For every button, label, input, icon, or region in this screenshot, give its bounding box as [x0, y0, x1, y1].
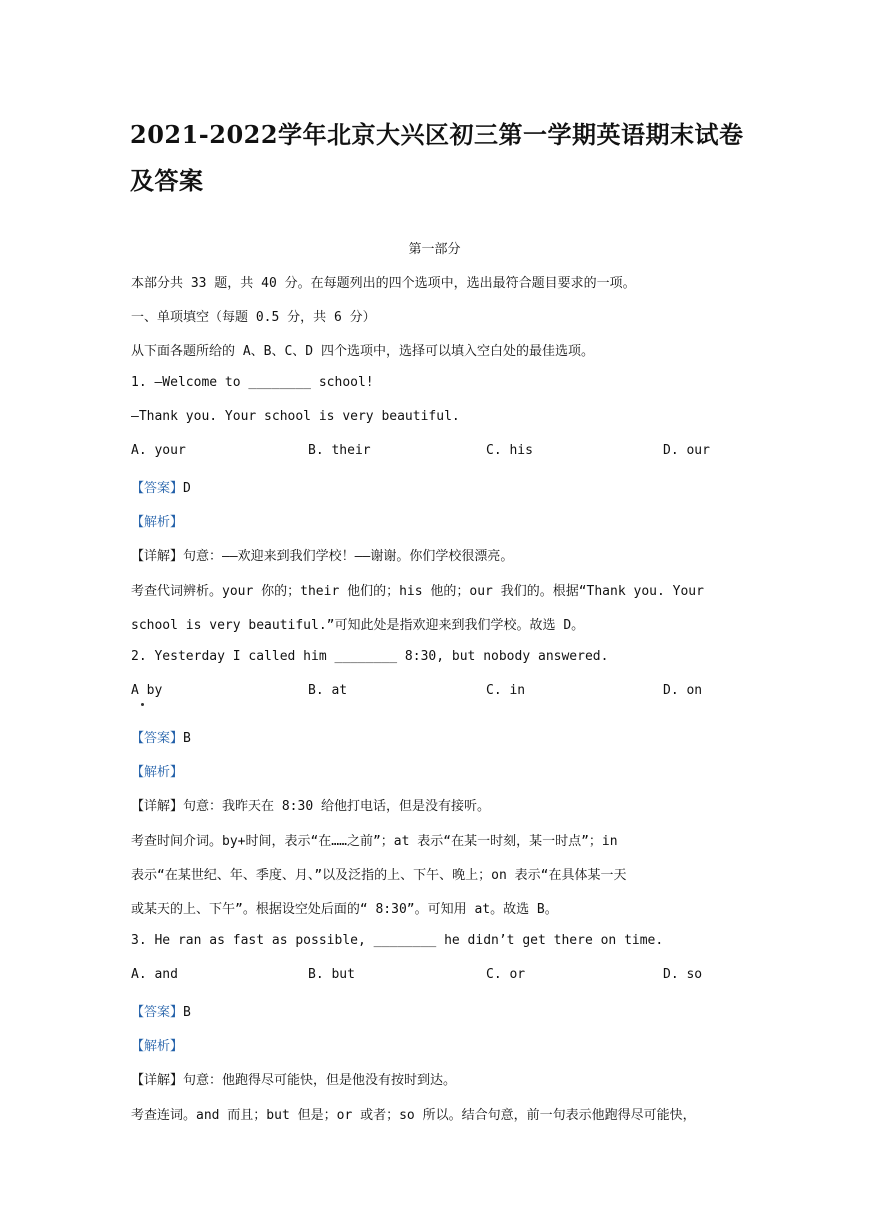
q1-analysis-tag: 【解析】	[131, 515, 184, 530]
q2-option-a: A by	[131, 683, 163, 698]
q1-option-b: B. their	[308, 443, 371, 458]
answer-tag: 【答案】	[131, 481, 184, 496]
q3-stem: 3. He ran as fast as possible, ________ he didn’t get there on time.	[131, 933, 664, 948]
q1-explanation-1: 考查代词辨析。your 你的；their 他们的；his 他的；our 我们的。根据“Thank you. Your	[131, 584, 704, 599]
stray-dot	[141, 703, 144, 706]
q3-answer-value: B	[183, 1005, 191, 1020]
answer-tag: 【答案】	[131, 1005, 184, 1020]
q2-explanation-2: 表示“在某世纪、年、季度、月、”以及泛指的上、下午、晚上；on 表示“在具体某一天	[131, 868, 627, 883]
q1-option-d: D. our	[663, 443, 710, 458]
q1-detail	[131, 545, 513, 564]
q1-stem-reply: —Thank you. Your school is very beautiful.	[131, 409, 460, 424]
q3-option-d: D. so	[663, 967, 703, 982]
q2-option-c: C. in	[486, 683, 526, 698]
q2-explanation-3: 或某天的上、下午”。根据设空处后面的“ 8:30”。可知用 at。故选 B。	[131, 902, 558, 917]
q2-detail-text: 句意：我昨天在 8:30 给他打电话，但是没有接听。	[183, 799, 490, 814]
q1-stem: 1. —Welcome to ________ school!	[131, 375, 374, 390]
part1-header: 一、单项填空（每题 0.5 分，共 6 分）	[131, 310, 376, 325]
q2-stem: 2. Yesterday I called him ________ 8:30, but nobody answered.	[131, 649, 609, 664]
q1-detail-text: 句意：——欢迎来到我们学校！——谢谢。你们学校很漂亮。	[183, 549, 514, 564]
detail-tag: 【详解】	[131, 799, 184, 814]
q1-answer	[131, 477, 191, 496]
q3-option-b: B. but	[308, 967, 355, 982]
q2-explanation-1: 考查时间介词。by+时间，表示“在……之前”；at 表示“在某一时刻，某一时点”；in	[131, 834, 618, 849]
detail-tag: 【详解】	[131, 1073, 184, 1088]
q3-answer	[131, 1001, 191, 1020]
q1-option-a: A. your	[131, 443, 186, 458]
q3-detail-text: 句意：他跑得尽可能快，但是他没有按时到达。	[183, 1073, 457, 1088]
q3-detail	[131, 1069, 456, 1088]
part1-instruction: 从下面各题所给的 A、B、C、D 四个选项中，选择可以填入空白处的最佳选项。	[131, 344, 594, 359]
document-title: 2021-2022学年北京大兴区初三第一学期英语期末试卷及答案	[130, 120, 744, 195]
q3-option-a: A. and	[131, 967, 178, 982]
q1-explanation-2: school is very beautiful.”可知此处是指欢迎来到我们学校。故选 D。	[131, 618, 585, 633]
q2-option-b: B. at	[308, 683, 348, 698]
q2-analysis-tag: 【解析】	[131, 765, 184, 780]
q2-answer	[131, 727, 191, 746]
q3-analysis-tag: 【解析】	[131, 1039, 184, 1054]
detail-tag: 【详解】	[131, 549, 184, 564]
q3-option-c: C. or	[486, 967, 526, 982]
q2-detail	[131, 795, 490, 814]
answer-tag: 【答案】	[131, 731, 184, 746]
q3-explanation-1: 考查连词。and 而且；but 但是；or 或者；so 所以。结合句意，前一句表示他跑得尽可能快，	[131, 1108, 696, 1123]
q1-option-c: C. his	[486, 443, 533, 458]
intro-text: 本部分共 33 题，共 40 分。在每题列出的四个选项中，选出最符合题目要求的一项。	[131, 276, 636, 291]
q2-option-d: D. on	[663, 683, 703, 698]
q1-answer-value: D	[183, 481, 191, 496]
q2-answer-value: B	[183, 731, 191, 746]
section-title: 第一部分	[408, 242, 461, 257]
